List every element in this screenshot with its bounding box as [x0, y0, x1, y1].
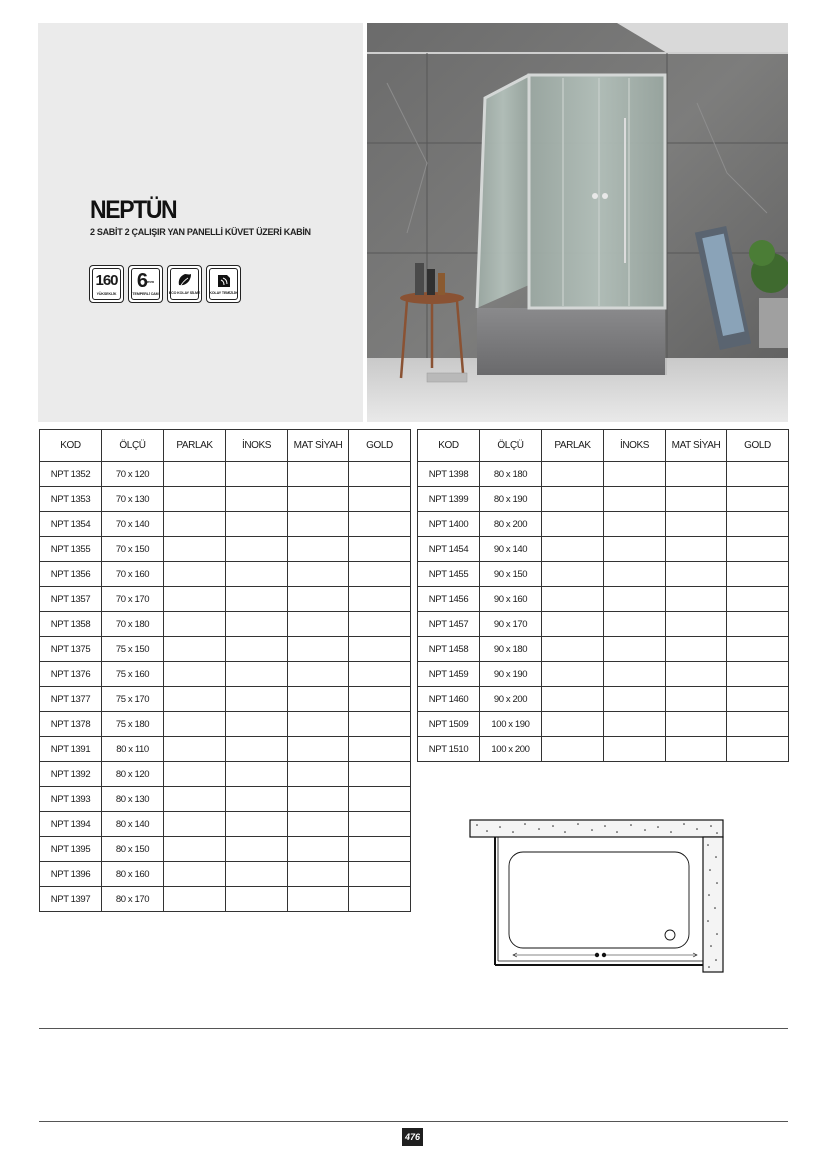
- dimension-cell: 80 x 130: [102, 787, 164, 812]
- dimension-cell: 70 x 160: [102, 562, 164, 587]
- feature-badges: [89, 265, 241, 303]
- finish-cell: [164, 812, 226, 837]
- finish-cell: [542, 512, 604, 537]
- leaf-icon: [176, 273, 194, 289]
- finish-cell: [727, 537, 789, 562]
- finish-cell: [226, 812, 288, 837]
- finish-cell: [349, 862, 411, 887]
- finish-cell: [542, 687, 604, 712]
- finish-cell: [226, 887, 288, 912]
- product-subtitle: 2 SABİT 2 ÇALIŞIR YAN PANELLİ KÜVET ÜZERİ KABİN: [90, 227, 311, 237]
- product-code-cell: NPT 1375: [40, 637, 102, 662]
- table-row: [418, 687, 789, 712]
- finish-cell: [164, 537, 226, 562]
- dimension-cell: 80 x 170: [102, 887, 164, 912]
- eco-caption: ECO KOLAY SİLME: [168, 291, 201, 295]
- finish-cell: [542, 562, 604, 587]
- table-row: [40, 562, 411, 587]
- finish-cell: [226, 837, 288, 862]
- table-row: [40, 687, 411, 712]
- height-value: 160: [95, 271, 118, 289]
- finish-cell: [164, 712, 226, 737]
- finish-cell: [288, 787, 349, 812]
- dimension-cell: 80 x 190: [480, 487, 542, 512]
- dimension-cell: 75 x 150: [102, 637, 164, 662]
- finish-cell: [164, 637, 226, 662]
- finish-cell: [604, 587, 666, 612]
- finish-cell: [164, 487, 226, 512]
- finish-cell: [604, 737, 666, 762]
- dimension-cell: 70 x 130: [102, 487, 164, 512]
- finish-cell: [666, 487, 727, 512]
- product-code-cell: NPT 1358: [40, 612, 102, 637]
- finish-cell: [666, 612, 727, 637]
- finish-cell: [604, 487, 666, 512]
- product-code-cell: NPT 1394: [40, 812, 102, 837]
- finish-cell: [666, 637, 727, 662]
- product-code-cell: NPT 1353: [40, 487, 102, 512]
- finish-cell: [542, 612, 604, 637]
- finish-cell: [604, 512, 666, 537]
- column-header: MAT SİYAH: [288, 430, 349, 462]
- dimension-cell: 80 x 180: [480, 462, 542, 487]
- finish-cell: [164, 862, 226, 887]
- product-code-cell: NPT 1354: [40, 512, 102, 537]
- product-code-cell: NPT 1352: [40, 462, 102, 487]
- finish-cell: [349, 887, 411, 912]
- product-code-cell: NPT 1460: [418, 687, 480, 712]
- finish-cell: [604, 662, 666, 687]
- finish-cell: [164, 787, 226, 812]
- finish-cell: [288, 462, 349, 487]
- product-photo: [367, 23, 788, 422]
- product-code-cell: NPT 1391: [40, 737, 102, 762]
- floor-plan-diagram: [465, 815, 727, 977]
- product-code-cell: NPT 1400: [418, 512, 480, 537]
- finish-cell: [727, 487, 789, 512]
- column-header: İNOKS: [226, 430, 288, 462]
- dimension-cell: 90 x 190: [480, 662, 542, 687]
- dimension-cell: 70 x 140: [102, 512, 164, 537]
- table-row: [418, 512, 789, 537]
- finish-cell: [727, 512, 789, 537]
- finish-cell: [542, 537, 604, 562]
- finish-cell: [666, 462, 727, 487]
- finish-cell: [349, 737, 411, 762]
- finish-cell: [542, 587, 604, 612]
- finish-cell: [542, 737, 604, 762]
- divider-line: [39, 1028, 788, 1029]
- dimension-cell: 80 x 150: [102, 837, 164, 862]
- table-row: [418, 712, 789, 737]
- finish-cell: [666, 662, 727, 687]
- product-code-cell: NPT 1510: [418, 737, 480, 762]
- finish-cell: [164, 762, 226, 787]
- dimension-cell: 100 x 190: [480, 712, 542, 737]
- table-row: [40, 887, 411, 912]
- column-header: GOLD: [727, 430, 789, 462]
- dimension-cell: 90 x 180: [480, 637, 542, 662]
- product-code-cell: NPT 1458: [418, 637, 480, 662]
- finish-cell: [604, 612, 666, 637]
- finish-cell: [226, 512, 288, 537]
- table-row: [40, 462, 411, 487]
- height-badge: [89, 265, 124, 303]
- finish-cell: [349, 787, 411, 812]
- finish-cell: [349, 812, 411, 837]
- finish-cell: [727, 562, 789, 587]
- finish-cell: [666, 512, 727, 537]
- dimension-cell: 90 x 170: [480, 612, 542, 637]
- finish-cell: [164, 887, 226, 912]
- finish-cell: [604, 712, 666, 737]
- dimension-cell: 80 x 160: [102, 862, 164, 887]
- finish-cell: [542, 712, 604, 737]
- dimension-cell: 80 x 110: [102, 737, 164, 762]
- dimension-cell: 80 x 120: [102, 762, 164, 787]
- finish-cell: [666, 562, 727, 587]
- dimension-cell: 80 x 140: [102, 812, 164, 837]
- finish-cell: [604, 687, 666, 712]
- dimension-cell: 90 x 140: [480, 537, 542, 562]
- finish-cell: [666, 587, 727, 612]
- glass-thickness-value: 6: [136, 270, 147, 292]
- footer-divider-line: [39, 1121, 788, 1122]
- finish-cell: [349, 712, 411, 737]
- finish-cell: [288, 612, 349, 637]
- dimension-cell: 70 x 150: [102, 537, 164, 562]
- hero-info-panel: [38, 23, 363, 422]
- product-code-cell: NPT 1454: [418, 537, 480, 562]
- dimension-cell: 70 x 170: [102, 587, 164, 612]
- finish-cell: [288, 687, 349, 712]
- finish-cell: [288, 637, 349, 662]
- finish-cell: [349, 487, 411, 512]
- table-row: [40, 637, 411, 662]
- finish-cell: [349, 462, 411, 487]
- product-code-cell: NPT 1459: [418, 662, 480, 687]
- finish-cell: [349, 662, 411, 687]
- finish-cell: [288, 712, 349, 737]
- dimension-cell: 100 x 200: [480, 737, 542, 762]
- finish-cell: [226, 637, 288, 662]
- specs-table-right: [417, 429, 789, 762]
- page-number: 476: [402, 1128, 423, 1146]
- finish-cell: [349, 562, 411, 587]
- column-header: ÖLÇÜ: [480, 430, 542, 462]
- product-code-cell: NPT 1392: [40, 762, 102, 787]
- dimension-cell: 90 x 200: [480, 687, 542, 712]
- table-row: [40, 862, 411, 887]
- finish-cell: [727, 462, 789, 487]
- product-code-cell: NPT 1357: [40, 587, 102, 612]
- product-code-cell: NPT 1355: [40, 537, 102, 562]
- finish-cell: [226, 612, 288, 637]
- dimension-cell: 75 x 180: [102, 712, 164, 737]
- table-row: [418, 562, 789, 587]
- glass-badge: [128, 265, 163, 303]
- column-header: PARLAK: [542, 430, 604, 462]
- finish-cell: [288, 812, 349, 837]
- finish-cell: [727, 637, 789, 662]
- finish-cell: [727, 587, 789, 612]
- glass-thickness-unit: mm: [147, 279, 155, 284]
- column-header: İNOKS: [604, 430, 666, 462]
- finish-cell: [288, 762, 349, 787]
- finish-cell: [727, 687, 789, 712]
- finish-cell: [226, 712, 288, 737]
- shield-icon: [215, 273, 233, 289]
- table-row: [40, 537, 411, 562]
- product-code-cell: NPT 1399: [418, 487, 480, 512]
- product-code-cell: NPT 1377: [40, 687, 102, 712]
- finish-cell: [164, 662, 226, 687]
- finish-cell: [727, 612, 789, 637]
- finish-cell: [226, 537, 288, 562]
- table-row: [40, 737, 411, 762]
- finish-cell: [288, 512, 349, 537]
- product-code-cell: NPT 1509: [418, 712, 480, 737]
- table-row: [40, 487, 411, 512]
- finish-cell: [604, 637, 666, 662]
- finish-cell: [164, 687, 226, 712]
- finish-cell: [666, 712, 727, 737]
- table-row: [40, 587, 411, 612]
- column-header: ÖLÇÜ: [102, 430, 164, 462]
- finish-cell: [288, 537, 349, 562]
- table-row: [418, 487, 789, 512]
- finish-cell: [542, 662, 604, 687]
- table-row: [40, 712, 411, 737]
- column-header: GOLD: [349, 430, 411, 462]
- finish-cell: [727, 712, 789, 737]
- finish-cell: [226, 662, 288, 687]
- dimension-cell: 90 x 160: [480, 587, 542, 612]
- finish-cell: [164, 512, 226, 537]
- finish-cell: [542, 462, 604, 487]
- product-code-cell: NPT 1398: [418, 462, 480, 487]
- column-header: PARLAK: [164, 430, 226, 462]
- dimension-cell: 75 x 170: [102, 687, 164, 712]
- finish-cell: [349, 687, 411, 712]
- finish-cell: [288, 887, 349, 912]
- finish-cell: [226, 762, 288, 787]
- dimension-cell: 80 x 200: [480, 512, 542, 537]
- product-code-cell: NPT 1376: [40, 662, 102, 687]
- finish-cell: [226, 562, 288, 587]
- finish-cell: [604, 562, 666, 587]
- finish-cell: [288, 487, 349, 512]
- product-code-cell: NPT 1457: [418, 612, 480, 637]
- finish-cell: [604, 462, 666, 487]
- table-row: [40, 512, 411, 537]
- finish-cell: [349, 512, 411, 537]
- table-row: [418, 637, 789, 662]
- finish-cell: [164, 837, 226, 862]
- finish-cell: [288, 562, 349, 587]
- dimension-cell: 70 x 180: [102, 612, 164, 637]
- finish-cell: [226, 862, 288, 887]
- easy-clean-badge: [206, 265, 241, 303]
- finish-cell: [288, 662, 349, 687]
- product-title: NEPTÜN: [90, 196, 177, 224]
- finish-cell: [349, 587, 411, 612]
- plan-drawing: [465, 815, 727, 982]
- finish-cell: [349, 637, 411, 662]
- table-row: [418, 662, 789, 687]
- finish-cell: [226, 787, 288, 812]
- table-row: [40, 662, 411, 687]
- product-code-cell: NPT 1456: [418, 587, 480, 612]
- table-row: [418, 537, 789, 562]
- specs-table-left: [39, 429, 411, 912]
- table-row: [40, 612, 411, 637]
- column-header: KOD: [418, 430, 480, 462]
- finish-cell: [542, 487, 604, 512]
- dimension-cell: 70 x 120: [102, 462, 164, 487]
- finish-cell: [349, 762, 411, 787]
- table-row: [40, 787, 411, 812]
- column-header: MAT SİYAH: [666, 430, 727, 462]
- product-code-cell: NPT 1395: [40, 837, 102, 862]
- finish-cell: [164, 612, 226, 637]
- product-code-cell: NPT 1378: [40, 712, 102, 737]
- finish-cell: [164, 587, 226, 612]
- product-code-cell: NPT 1455: [418, 562, 480, 587]
- finish-cell: [666, 687, 727, 712]
- glass-caption: TEMPERLİ CAM: [132, 292, 159, 296]
- finish-cell: [666, 737, 727, 762]
- table-header-row: [40, 430, 411, 462]
- finish-cell: [226, 687, 288, 712]
- finish-cell: [164, 737, 226, 762]
- finish-cell: [542, 637, 604, 662]
- finish-cell: [226, 587, 288, 612]
- table-row: [418, 612, 789, 637]
- dimension-cell: 75 x 160: [102, 662, 164, 687]
- table-row: [40, 762, 411, 787]
- finish-cell: [349, 612, 411, 637]
- finish-cell: [164, 562, 226, 587]
- finish-cell: [604, 537, 666, 562]
- finish-cell: [288, 737, 349, 762]
- finish-cell: [288, 587, 349, 612]
- finish-cell: [666, 537, 727, 562]
- finish-cell: [349, 837, 411, 862]
- finish-cell: [226, 487, 288, 512]
- table-row: [40, 837, 411, 862]
- easy-clean-caption: KOLAY TEMİZLİK: [209, 291, 238, 295]
- finish-cell: [727, 662, 789, 687]
- column-header: KOD: [40, 430, 102, 462]
- product-code-cell: NPT 1356: [40, 562, 102, 587]
- finish-cell: [349, 537, 411, 562]
- height-caption: YÜKSEKLİK: [96, 291, 117, 296]
- bathroom-scene-image: [367, 23, 788, 422]
- eco-badge: [167, 265, 202, 303]
- table-row: [418, 462, 789, 487]
- finish-cell: [226, 737, 288, 762]
- finish-cell: [288, 837, 349, 862]
- product-code-cell: NPT 1396: [40, 862, 102, 887]
- table-row: [40, 812, 411, 837]
- table-row: [418, 737, 789, 762]
- table-row: [418, 587, 789, 612]
- dimension-cell: 90 x 150: [480, 562, 542, 587]
- product-code-cell: NPT 1393: [40, 787, 102, 812]
- product-code-cell: NPT 1397: [40, 887, 102, 912]
- finish-cell: [226, 462, 288, 487]
- table-header-row: [418, 430, 789, 462]
- finish-cell: [727, 737, 789, 762]
- finish-cell: [288, 862, 349, 887]
- finish-cell: [164, 462, 226, 487]
